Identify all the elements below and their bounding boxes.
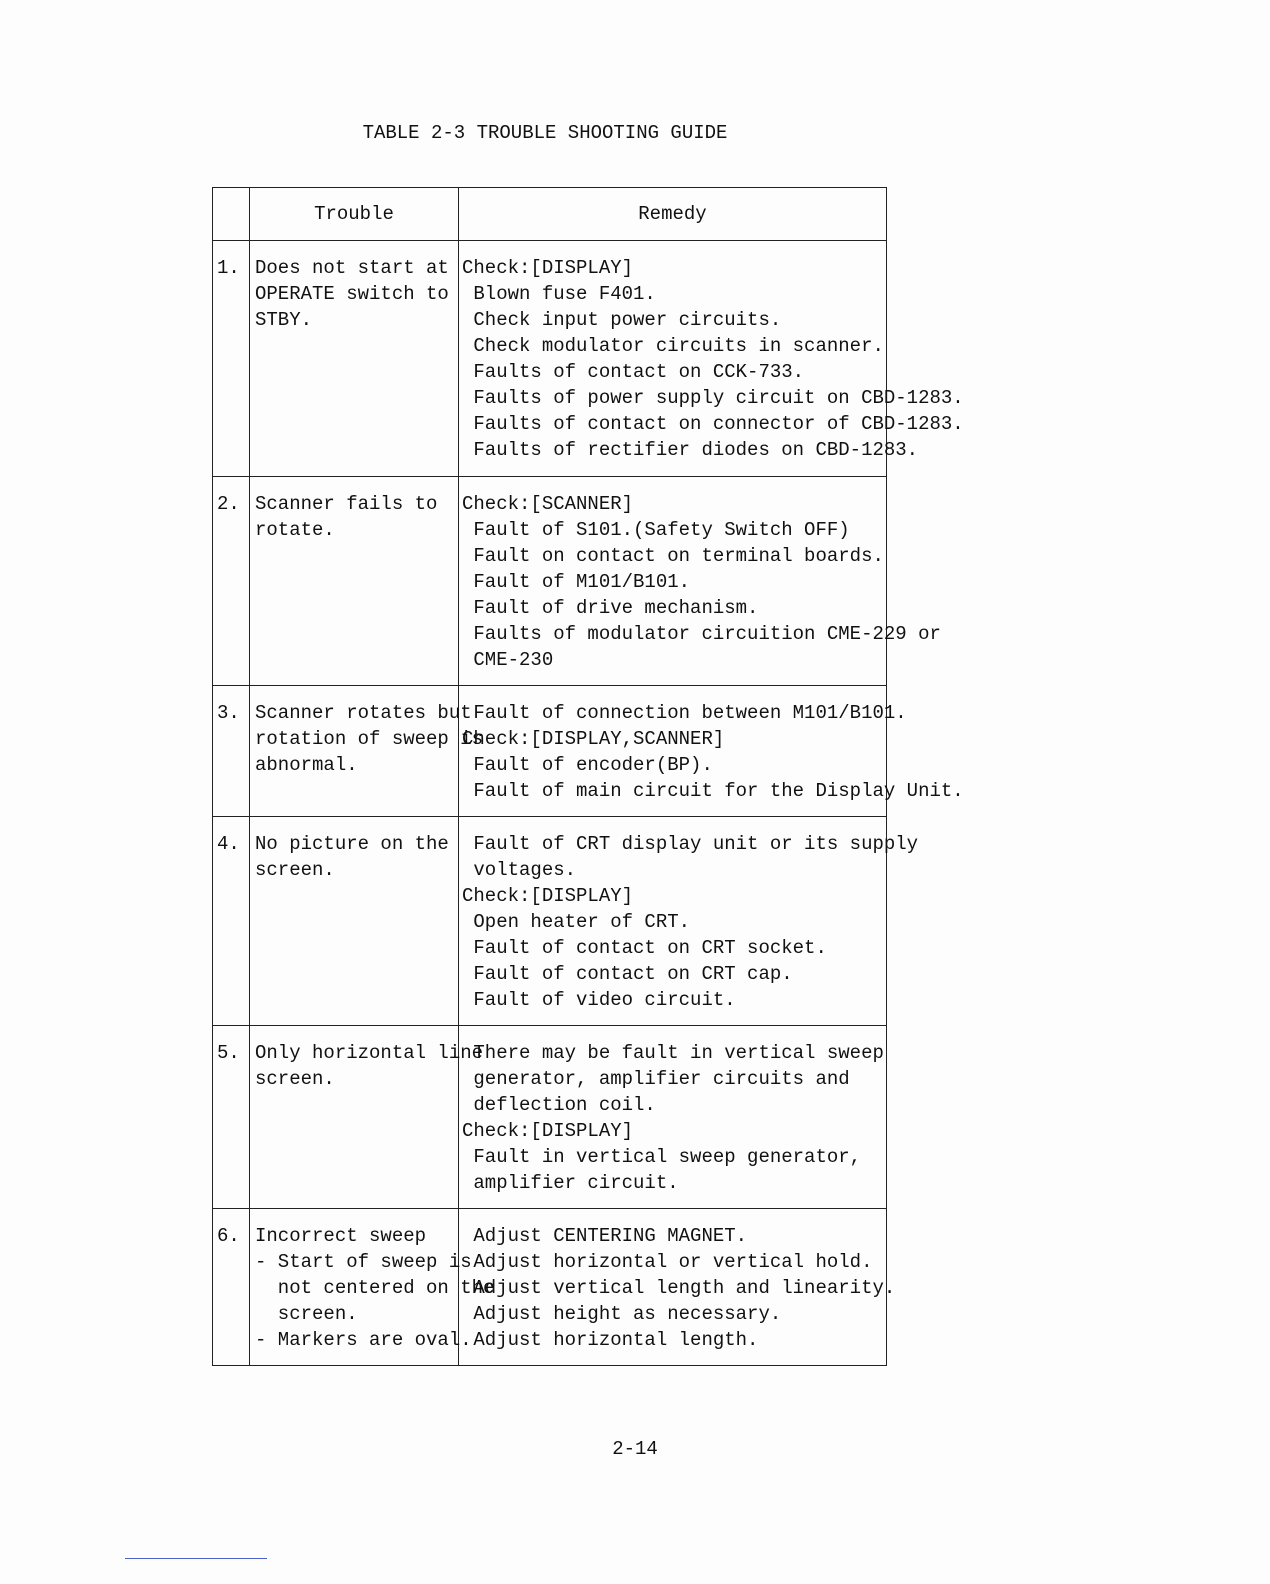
remedy-line: Faults of rectifier diodes on CBD-1283. [462,439,919,461]
trouble-line: rotate. [255,519,335,541]
remedy-line: Faults of power supply circuit on CBD-1283. [462,387,964,409]
row-number: 5. [213,1026,250,1209]
remedy-line: generator, amplifier circuits and [462,1068,850,1090]
trouble-line: screen. [255,1303,358,1325]
trouble-line: Scanner rotates but [255,702,472,724]
remedy-cell [459,1209,896,1366]
trouble-line: - Markers are oval. [255,1329,472,1351]
trouble-line: Incorrect sweep [255,1225,427,1247]
trouble-line: Does not start at [255,257,449,279]
remedy-line: deflection coil. [462,1094,656,1116]
table-row [213,686,887,817]
table-row [213,1026,887,1209]
remedy-cell [459,241,964,477]
remedy-line: Adjust CENTERING MAGNET. [462,1225,748,1247]
trouble-line: screen. [255,1068,335,1090]
remedy-line: Fault of main circuit for the Display Unit. [462,780,964,802]
remedy-line: Adjust height as necessary. [462,1303,782,1325]
troubleshooting-table [212,187,964,1366]
remedy-line: Fault of CRT display unit or its supply [462,833,919,855]
remedy-line: Check:[DISPLAY,SCANNER] [462,728,725,750]
trouble-cell [250,686,484,817]
row-number: 3. [213,686,250,817]
footer-rule [125,1558,267,1559]
remedy-line: Check:[SCANNER] [462,493,634,515]
remedy-line: Fault of S101.(Safety Switch OFF) [462,519,850,541]
trouble-line: rotation of sweep is [255,728,484,750]
row-number: 2. [213,477,250,686]
remedy-line: Check input power circuits. [462,309,782,331]
trouble-cell [250,241,459,477]
row-number: 6. [213,1209,250,1366]
remedy-line: Fault of M101/B101. [462,571,691,593]
remedy-line: Fault of contact on CRT cap. [462,963,793,985]
table-header-row [213,188,887,241]
header-trouble: Trouble [250,188,459,241]
remedy-line: Faults of modulator circuition CME-229 or [462,623,941,645]
trouble-line: OPERATE switch to [255,283,449,305]
remedy-line: Fault of drive mechanism. [462,597,759,619]
trouble-line: No picture on the [255,833,449,855]
table-row [213,477,887,686]
trouble-cell [250,817,459,1026]
table-row [213,1209,887,1366]
trouble-cell [250,1026,484,1209]
remedy-cell [459,477,941,686]
remedy-line: Adjust vertical length and linearity. [462,1277,896,1299]
remedy-line: Fault of video circuit. [462,989,736,1011]
remedy-line: amplifier circuit. [462,1172,679,1194]
remedy-line: Fault in vertical sweep generator, [462,1146,862,1168]
trouble-line: screen. [255,859,335,881]
remedy-line: Check:[DISPLAY] [462,1120,634,1142]
remedy-line: Blown fuse F401. [462,283,656,305]
remedy-line: Adjust horizontal length. [462,1329,759,1351]
remedy-cell [459,686,964,817]
trouble-line: abnormal. [255,754,358,776]
remedy-cell [459,817,919,1026]
trouble-line: - Start of sweep is [255,1251,472,1273]
remedy-line: Open heater of CRT. [462,911,691,933]
remedy-cell [459,1026,887,1209]
remedy-line: CME-230 [462,649,554,671]
table-row [213,241,887,477]
table-row [213,817,887,1026]
remedy-line: Adjust horizontal or vertical hold. [462,1251,873,1273]
remedy-line: voltages. [462,859,577,881]
remedy-line: Fault of connection between M101/B101. [462,702,907,724]
remedy-line: Fault of encoder(BP). [462,754,713,776]
table-title: TABLE 2-3 TROUBLE SHOOTING GUIDE [362,122,728,144]
trouble-line: STBY. [255,309,313,331]
remedy-line: Faults of contact on connector of CBD-1283. [462,413,964,435]
remedy-line: Check:[DISPLAY] [462,885,634,907]
header-remedy: Remedy [459,188,887,241]
row-number: 1. [213,241,250,477]
row-number: 4. [213,817,250,1026]
remedy-line: Check:[DISPLAY] [462,257,634,279]
remedy-line: Fault of contact on CRT socket. [462,937,827,959]
remedy-line: Check modulator circuits in scanner. [462,335,884,357]
remedy-line: There may be fault in vertical sweep [462,1042,884,1064]
remedy-line: Faults of contact on CCK-733. [462,361,805,383]
header-number [213,188,250,241]
trouble-line: Scanner fails to [255,493,438,515]
trouble-line: Only horizontal line [255,1042,484,1064]
page-number: 2-14 [612,1438,658,1460]
remedy-line: Fault on contact on terminal boards. [462,545,884,567]
trouble-cell [250,477,459,686]
trouble-cell [250,1209,495,1366]
trouble-line: not centered on the [255,1277,495,1299]
